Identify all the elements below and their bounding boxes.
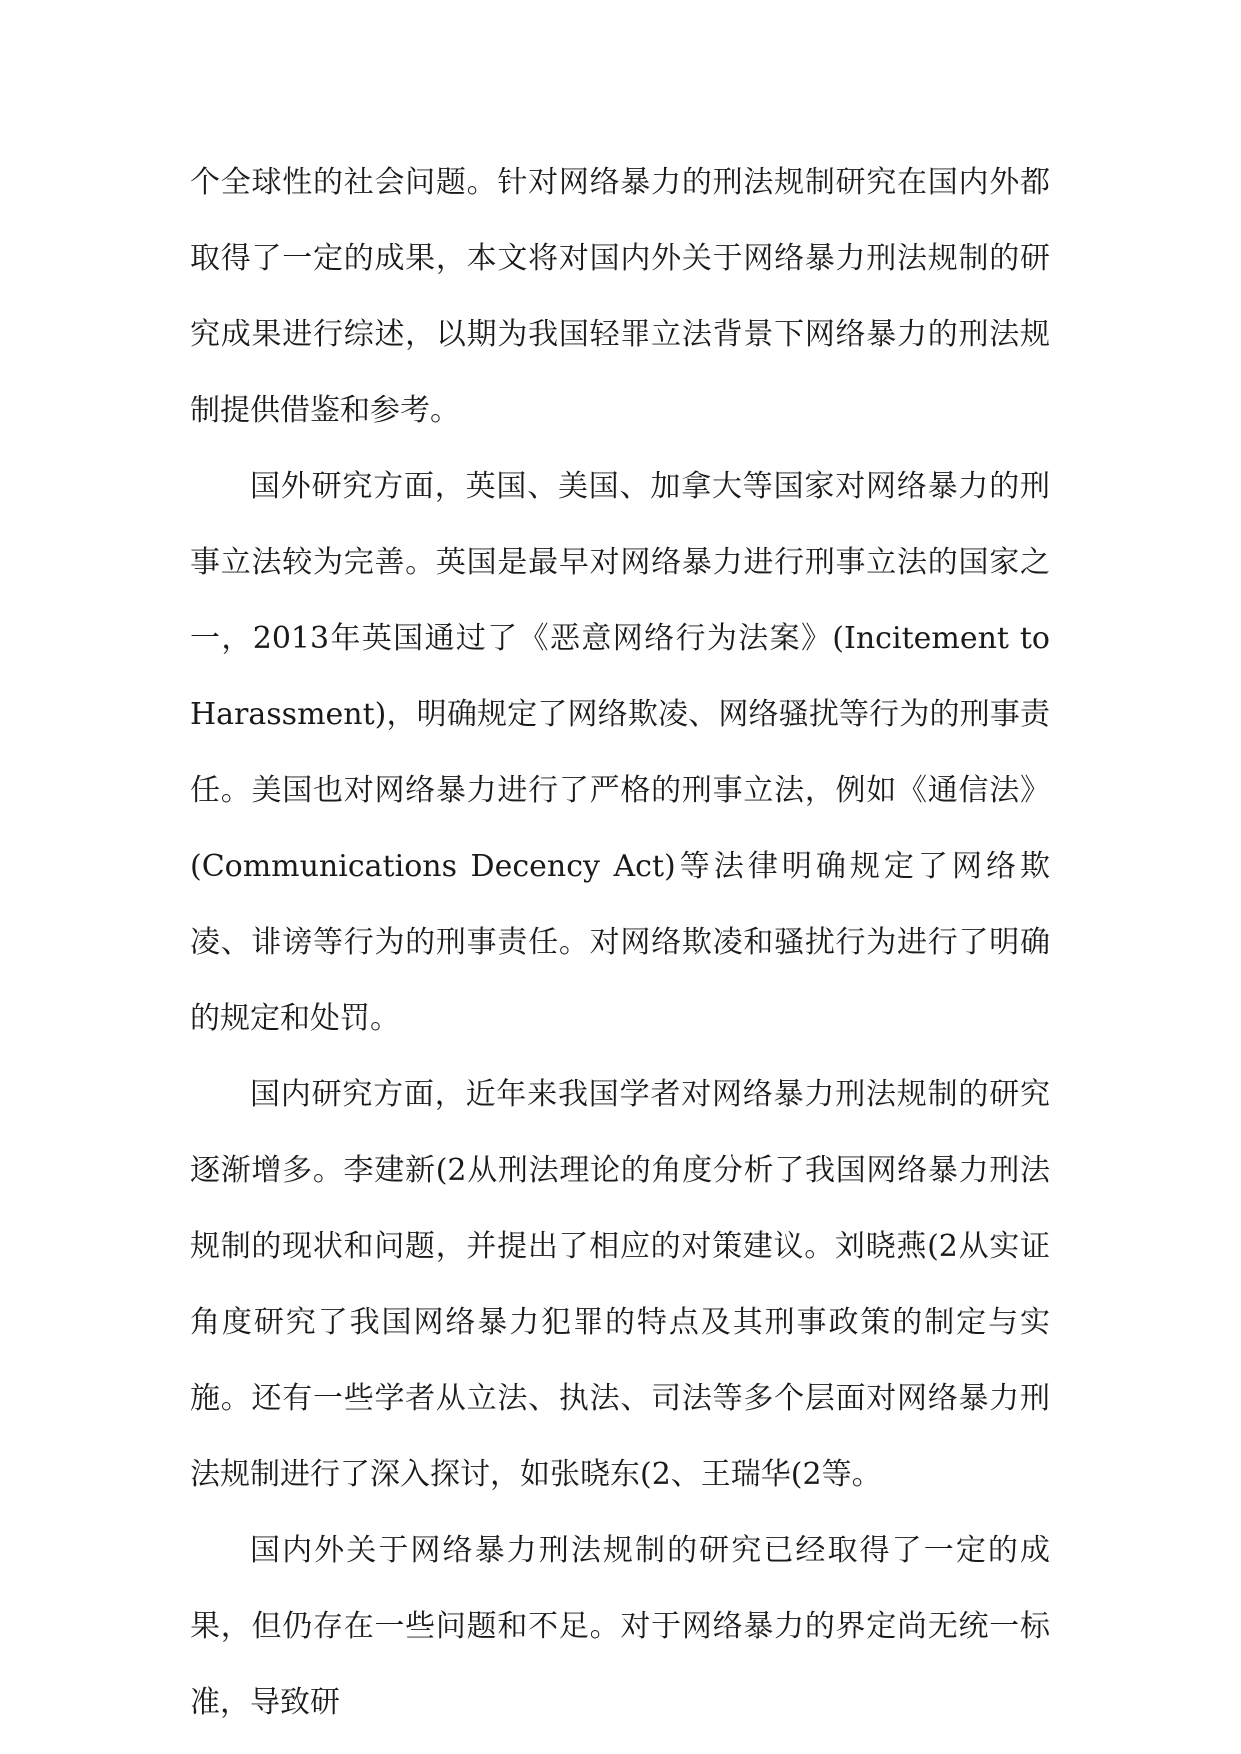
paragraph-continuation: 个全球性的社会问题。针对网络暴力的刑法规制研究在国内外都取得了一定的成果，本文将对国内外关于网络暴力刑法规制的研究成果进行综述，以期为我国轻罪立法背景下网络暴力的刑法规制提供借鉴和参考。 <box>190 165 1050 428</box>
paragraph-domestic-research: 国内研究方面，近年来我国学者对网络暴力刑法规制的研究逐渐增多。李建新(2从刑法理论的角度分析了我国网络暴力刑法规制的现状和问题，并提出了相应的对策建议。刘晓燕(2从实证角度研究了我国网络暴力犯罪的特点及其刑事政策的制定与实施。还有一些学者从立法、执法、司法等多个层面对网络暴力刑法规制进行了深入探讨，如张晓东(2、王瑞华(2等。 <box>190 1077 1050 1492</box>
document-body <box>190 145 1050 1741</box>
paragraph-foreign-research: 国外研究方面，英国、美国、加拿大等国家对网络暴力的刑事立法较为完善。英国是最早对网络暴力进行刑事立法的国家之一，2013年英国通过了《恶意网络行为法案》(Incitement to Harassment)，明确规定了网络欺凌、网络骚扰等行为的刑事责任。美国也对网络暴力进行了严格的刑事立法，例如《通信法》(Communications Decency Act)等法律明确规定了网络欺凌、诽谤等行为的刑事责任。对网络欺凌和骚扰行为进行了明确的规定和处罚。 <box>190 469 1050 1036</box>
paragraph-research-gaps: 国内外关于网络暴力刑法规制的研究已经取得了一定的成果，但仍存在一些问题和不足。对于网络暴力的界定尚无统一标准，导致研 <box>190 1533 1050 1720</box>
